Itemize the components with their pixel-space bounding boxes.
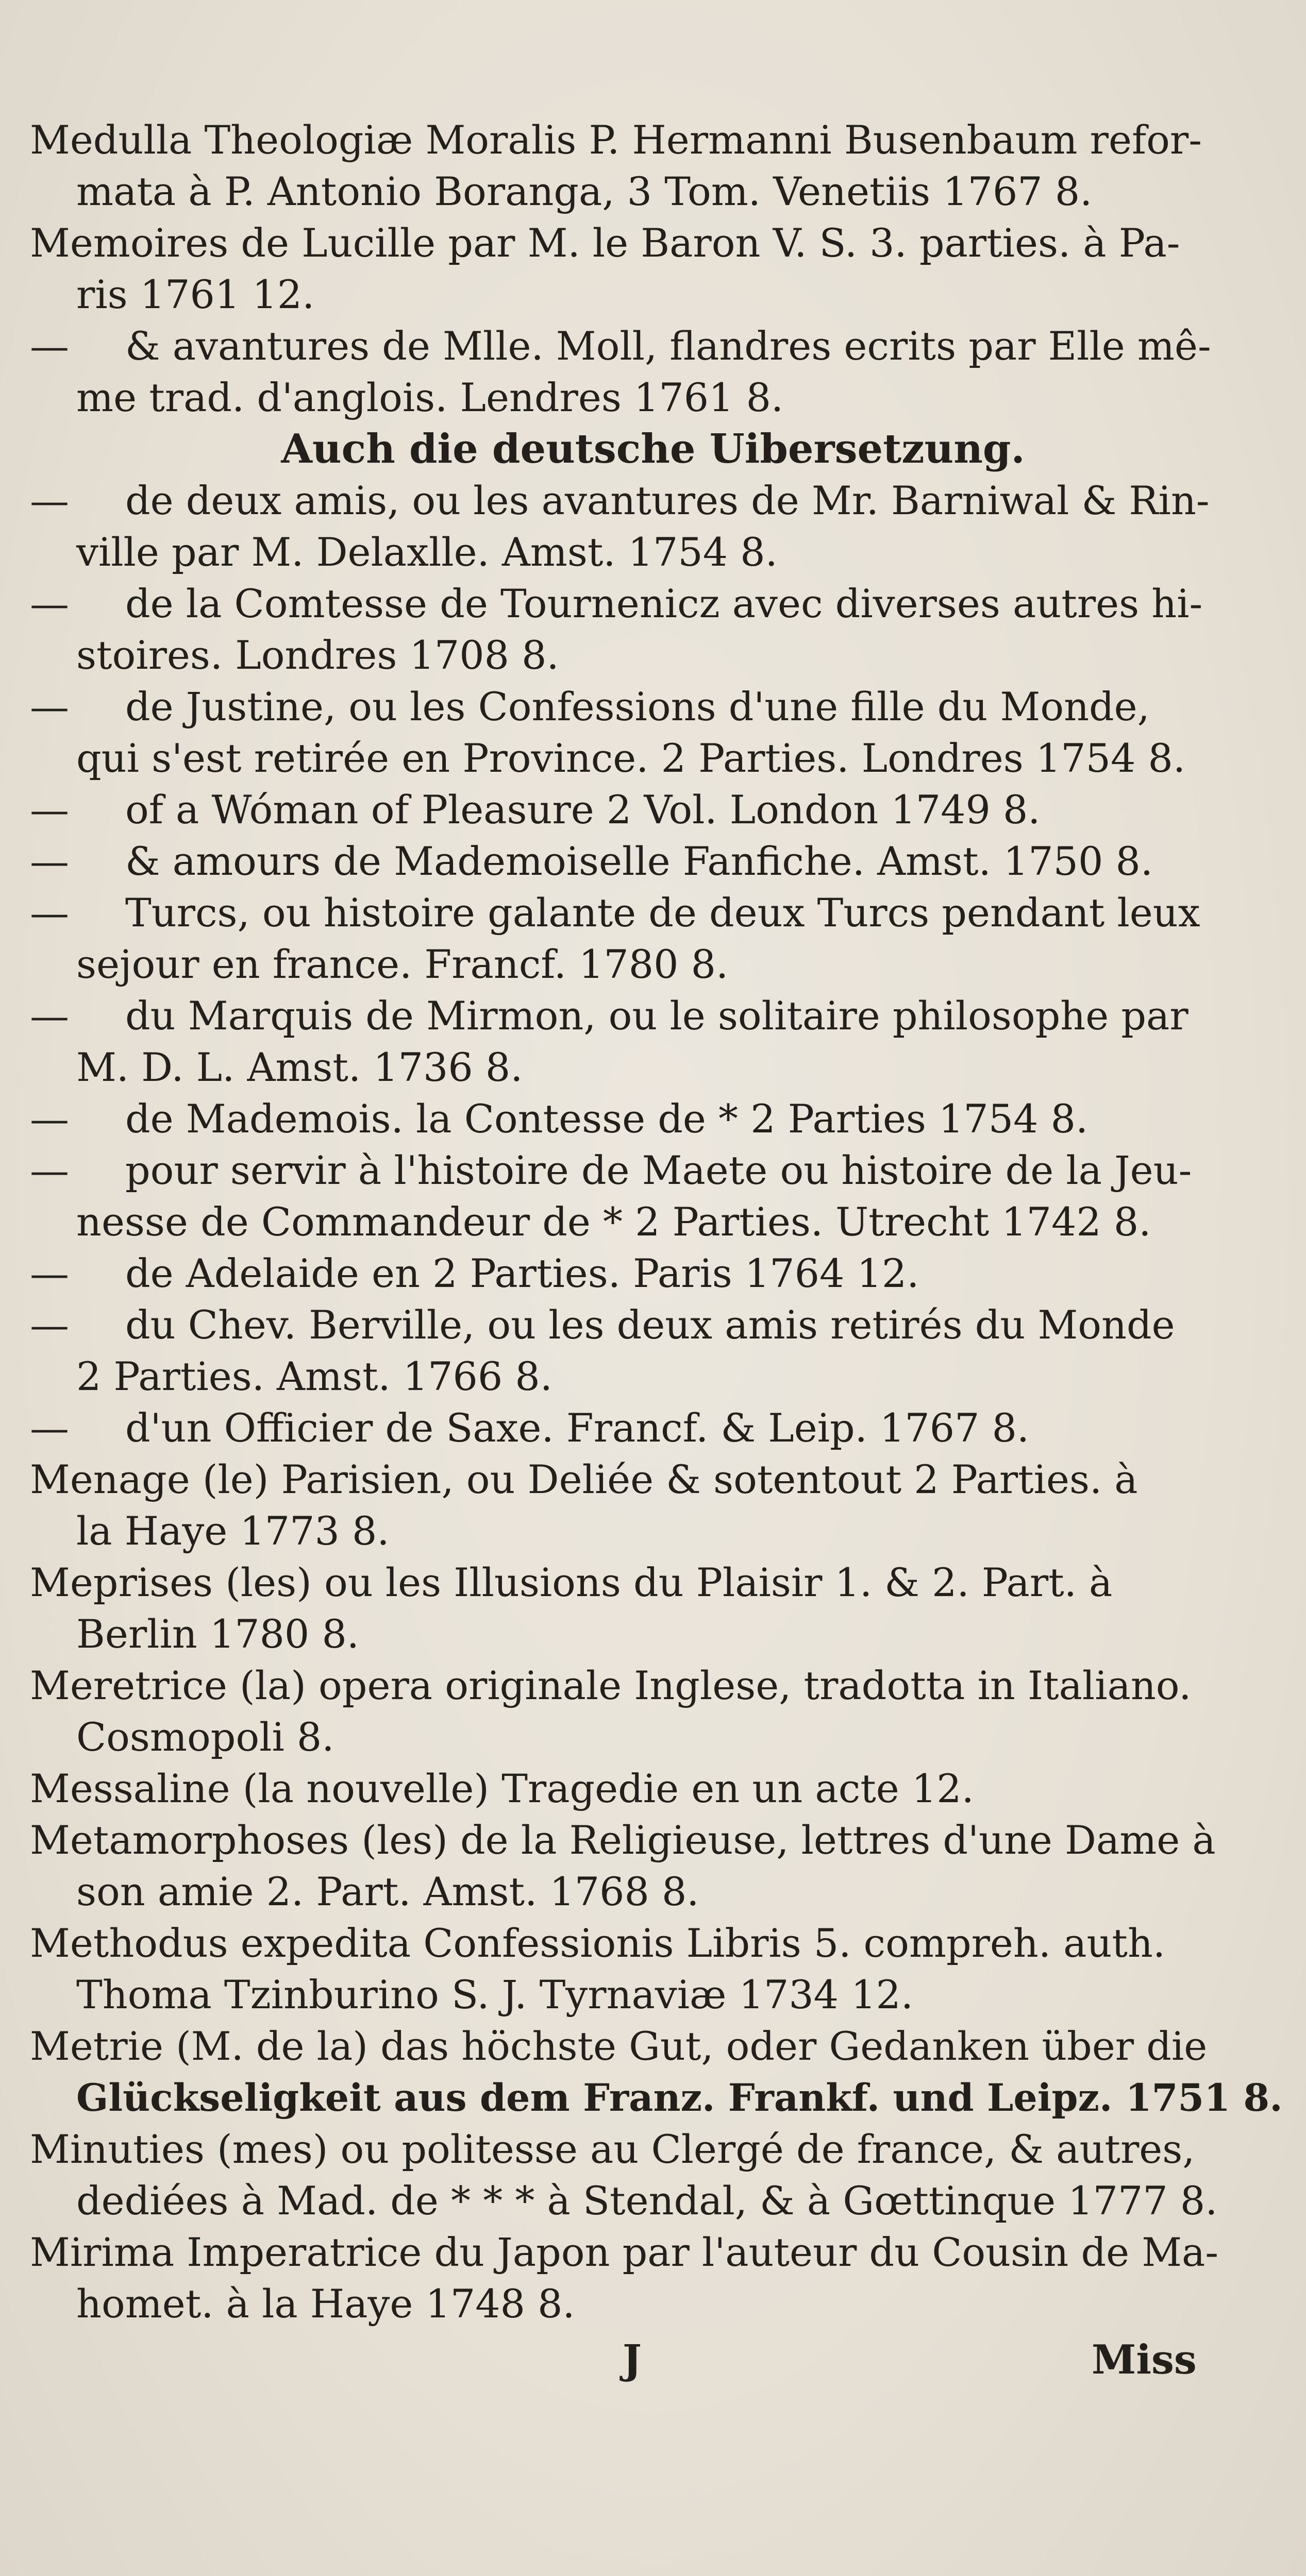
entry-line: de la Comtesse de Tournenicz avec diverses autres hi- [125,581,1203,626]
entry-line-continued: son amie 2. Part. Amst. 1768 8. [76,1869,699,1914]
entry-line-continued: Thoma Tzinburino S. J. Tyrnaviæ 1734 12. [76,1972,914,2018]
entry-line: Medulla Theologiæ Moralis P. Hermanni Busenbaum refor- [30,117,1202,163]
ditto-dash: — [30,684,69,730]
catalog-subentry [30,1248,1287,1299]
entry-line: of a Wóman of Pleasure 2 Vol. London 1749 8. [125,787,1041,833]
catalog-subentry [30,1145,1287,1248]
catalog-entry [30,1763,1287,1815]
entry-line-continued: nesse de Commandeur de * 2 Parties. Utrecht 1742 8. [76,1199,1151,1245]
entry-line: Metamorphoses (les) de la Religieuse, lettres d'une Dame à [30,1817,1216,1863]
catalog-entry [30,1454,1287,1557]
catalog-subentry [30,578,1287,681]
ditto-dash: — [30,890,69,936]
ditto-dash: — [30,581,69,626]
catalog-subentry [30,990,1287,1093]
entry-line: Turcs, ou histoire galante de deux Turcs pendant leux [125,890,1200,936]
catalog-subentry [30,1402,1287,1454]
entry-line: Meprises (les) ou les Illusions du Plaisir 1. & 2. Part. à [30,1560,1113,1605]
ditto-dash: — [30,323,69,369]
entry-line-continued: la Haye 1773 8. [76,1508,390,1554]
catalog-entry [30,1918,1287,2021]
entry-line-continued: 2 Parties. Amst. 1766 8. [76,1353,552,1399]
entry-line: Messaline (la nouvelle) Tragedie en un acte 12. [30,1766,974,1811]
catalog-entry [30,114,1287,217]
entry-line-continued: dediées à Mad. de * * * à Stendal, & à Gœttinque 1777 8. [76,2178,1218,2224]
entry-line: Mirima Imperatrice du Japon par l'auteur du Cousin de Ma- [30,2229,1219,2275]
catalog-subentry [30,681,1287,784]
entry-line-continued: Glückseligkeit aus dem Franz. Frankf. und Leipz. 1751 8. [76,2076,1283,2120]
entry-line: & amours de Mademoiselle Fanfiche. Amst. 1750 8. [125,838,1153,884]
catalog-entry [30,2124,1287,2227]
catalog-subentry [30,1093,1287,1145]
ditto-dash: — [30,478,69,523]
entry-line: & avantures de Mlle. Moll, flandres ecrits par Elle mê- [125,323,1211,369]
entry-line: de Mademois. la Contesse de * 2 Parties 1754 8. [125,1096,1089,1142]
entry-line-continued: sejour en france. Francf. 1780 8. [76,941,729,987]
entry-line: Methodus expedita Confessionis Libris 5. compreh. auth. [30,1920,1166,1966]
entry-line-continued: ris 1761 12. [76,272,315,317]
catalog-entry [30,1660,1287,1763]
ditto-dash: — [30,787,69,833]
entry-line-continued: stoires. Londres 1708 8. [76,632,559,678]
entry-line-continued: qui s'est retirée en Province. 2 Parties. Londres 1754 8. [76,735,1185,781]
entry-line-continued: homet. à la Haye 1748 8. [76,2281,575,2327]
catalog-subentry [30,320,1287,423]
catalog-subentry [30,1299,1287,1402]
signature-mark: J [623,2336,642,2383]
catalog-subentry [30,475,1287,578]
ditto-dash: — [30,1405,69,1451]
ditto-dash: — [30,838,69,884]
catalog-entry [30,2227,1287,2330]
catalog-entry [30,217,1287,320]
ditto-dash: — [30,1302,69,1348]
catalog-entry [30,2021,1287,2124]
entry-line-continued: ville par M. Delaxlle. Amst. 1754 8. [76,529,778,575]
entry-line: Meretrice (la) opera originale Inglese, tradotta in Italiano. [30,1663,1192,1708]
catalog-entry [30,1557,1287,1660]
entry-line: Menage (le) Parisien, ou Deliée & sotentout 2 Parties. à [30,1456,1138,1502]
ditto-dash: — [30,993,69,1039]
entry-line: d'un Officier de Saxe. Francf. & Leip. 1767 8. [125,1405,1030,1451]
entry-line: de Justine, ou les Confessions d'une fille du Monde, [125,684,1150,730]
entry-line: Metrie (M. de la) das höchste Gut, oder Gedanken über die [30,2023,1208,2069]
entry-line: Memoires de Lucille par M. le Baron V. S. 3. parties. à Pa- [30,220,1180,266]
entry-line-continued: mata à P. Antonio Boranga, 3 Tom. Venetiis 1767 8. [76,168,1093,214]
entry-line: de deux amis, ou les avantures de Mr. Barniwal & Rin- [125,478,1210,523]
entry-line: Minuties (mes) ou politesse au Clergé de france, & autres, [30,2126,1195,2172]
entry-line: du Marquis de Mirmon, ou le solitaire philosophe par [125,993,1188,1039]
catchword: Miss [1092,2336,1197,2383]
entry-line: pour servir à l'histoire de Maete ou histoire de la Jeu- [125,1147,1192,1193]
entry-line-continued: M. D. L. Amst. 1736 8. [76,1044,523,1090]
catalog-subentry [30,784,1287,836]
ditto-dash: — [30,1096,69,1142]
entry-line: du Chev. Berville, ou les deux amis retirés du Monde [125,1302,1175,1348]
entry-line-continued: me trad. d'anglois. Lendres 1761 8. [76,375,784,420]
ditto-dash: — [30,1147,69,1193]
entry-line-continued: Cosmopoli 8. [76,1714,334,1760]
catalog-entry [30,1815,1287,1918]
entry-line-continued: Berlin 1780 8. [76,1611,359,1657]
entry-line: de Adelaide en 2 Parties. Paris 1764 12. [125,1250,919,1296]
catalog-subentry [30,836,1287,887]
german-translation-note: Auch die deutsche Uibersetzung. [281,426,1025,472]
catalog-subentry [30,887,1287,990]
ditto-dash: — [30,1250,69,1296]
